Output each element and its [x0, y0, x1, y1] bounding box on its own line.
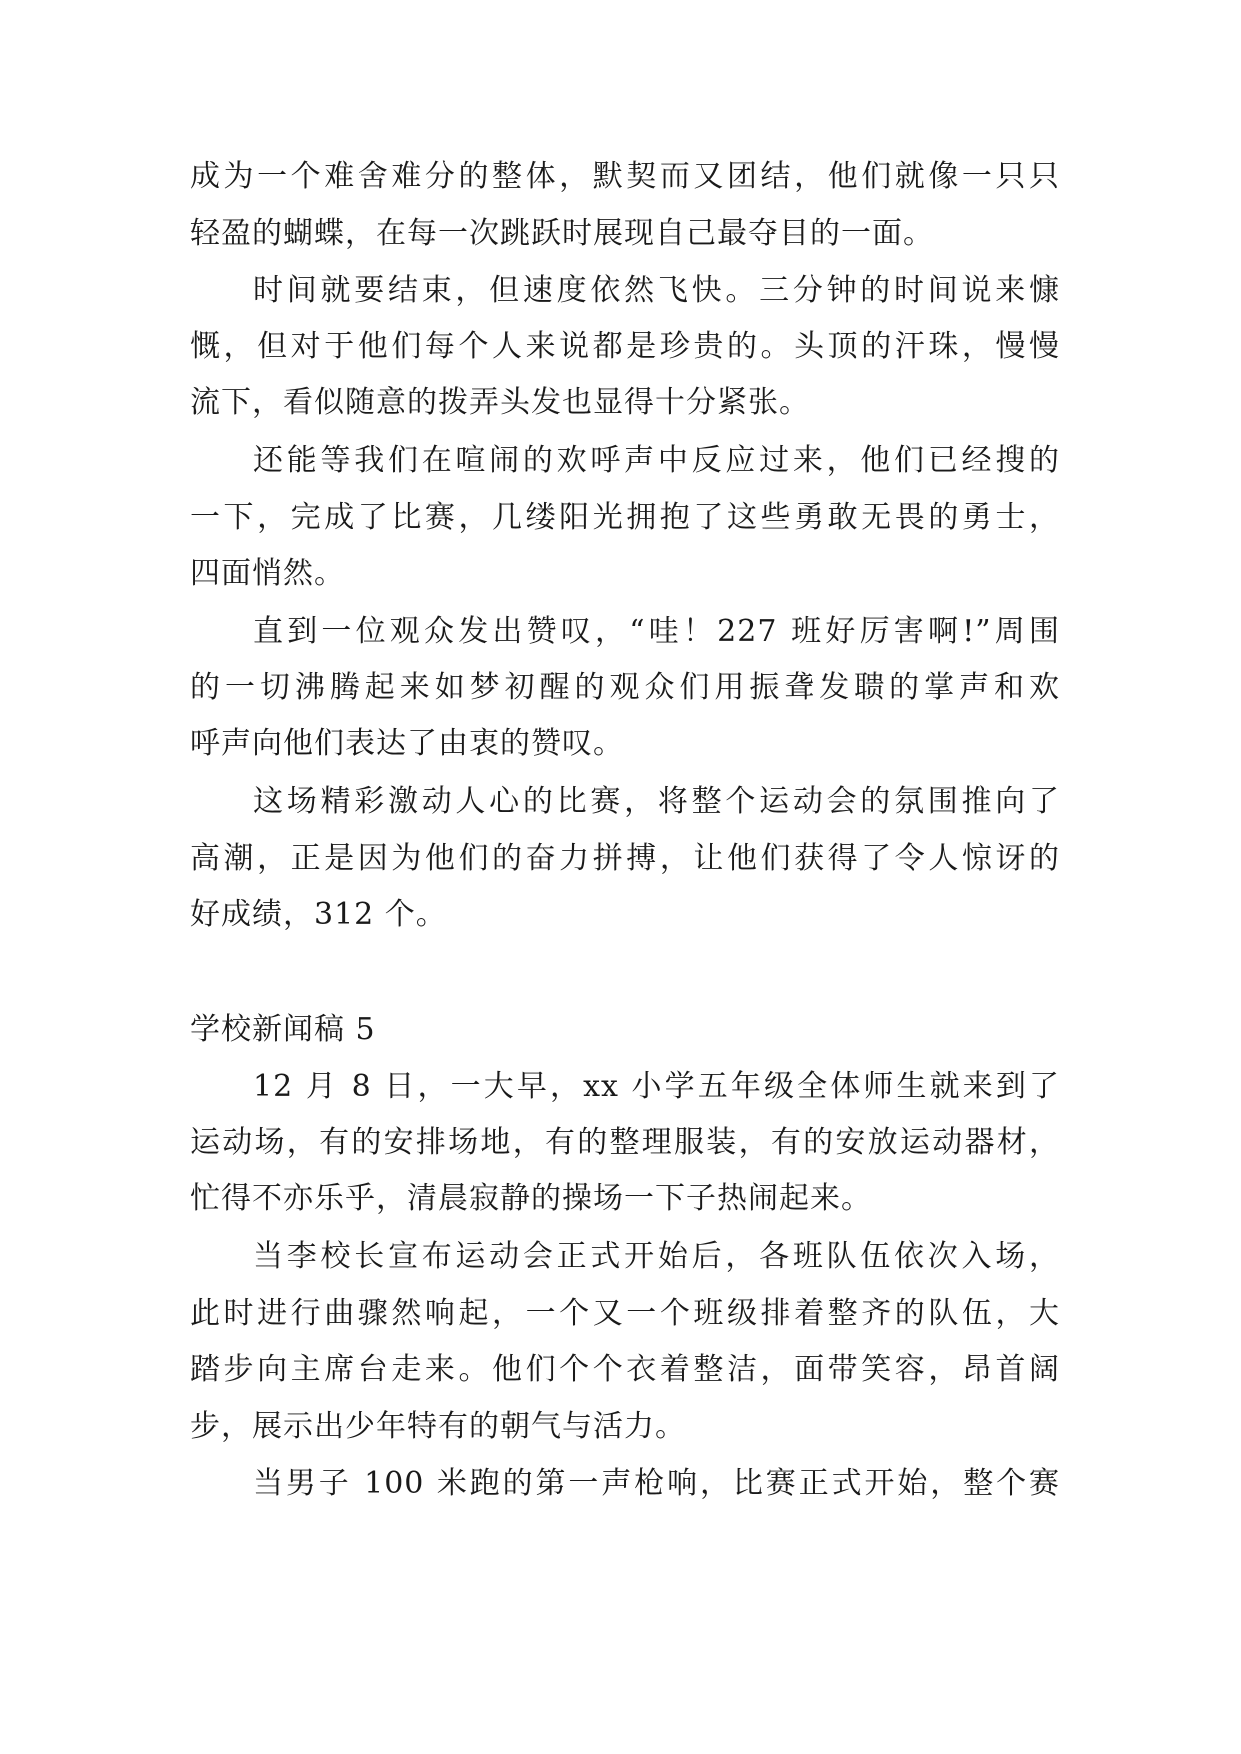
text-line: 高潮，正是因为他们的奋力拼搏，让他们获得了令人惊讶的 [190, 841, 1060, 876]
text-line: 12 月 8 日，一大早，xx 小学五年级全体师生就来到了 [253, 1069, 1060, 1104]
text-line: 还能等我们在喧闹的欢呼声中反应过来，他们已经搜的 [253, 443, 1060, 478]
text-line: 这场精彩激动人心的比赛，将整个运动会的氛围推向了 [253, 784, 1060, 819]
text-line: 此时进行曲骤然响起，一个又一个班级排着整齐的队伍，大 [190, 1296, 1060, 1331]
text-line: 忙得不亦乐乎，清晨寂静的操场一下子热闹起来。 [190, 1181, 872, 1216]
text-line: 四面悄然。 [190, 556, 345, 591]
text-line: 当李校长宣布运动会正式开始后，各班队伍依次入场， [253, 1239, 1060, 1274]
text-line: 流下，看似随意的拨弄头发也显得十分紧张。 [190, 385, 810, 420]
text-line: 步，展示出少年特有的朝气与活力。 [190, 1409, 686, 1444]
section-heading: 学校新闻稿 5 [190, 1012, 376, 1047]
text-line: 当男子 100 米跑的第一声枪响，比赛正式开始，整个赛 [253, 1466, 1060, 1501]
text-line: 踏步向主席台走来。他们个个衣着整洁，面带笑容，昂首阔 [190, 1352, 1060, 1387]
text-line: 一下，完成了比赛，几缕阳光拥抱了这些勇敢无畏的勇士， [190, 500, 1060, 535]
text-line: 直到一位观众发出赞叹，“哇！227 班好厉害啊!”周围 [253, 614, 1060, 649]
text-line: 好成绩，312 个。 [190, 897, 447, 932]
text-line: 呼声向他们表达了由衷的赞叹。 [190, 726, 624, 761]
text-line: 轻盈的蝴蝶，在每一次跳跃时展现自己最夺目的一面。 [190, 216, 934, 251]
text-line: 运动场，有的安排场地，有的整理服装，有的安放运动器材， [190, 1125, 1060, 1160]
text-line: 时间就要结束，但速度依然飞快。三分钟的时间说来慷 [253, 273, 1060, 308]
text-line: 慨，但对于他们每个人来说都是珍贵的。头顶的汗珠，慢慢 [190, 329, 1060, 364]
text-line: 的一切沸腾起来如梦初醒的观众们用振聋发聩的掌声和欢 [190, 670, 1060, 705]
text-line: 成为一个难舍难分的整体，默契而又团结，他们就像一只只 [190, 159, 1060, 194]
